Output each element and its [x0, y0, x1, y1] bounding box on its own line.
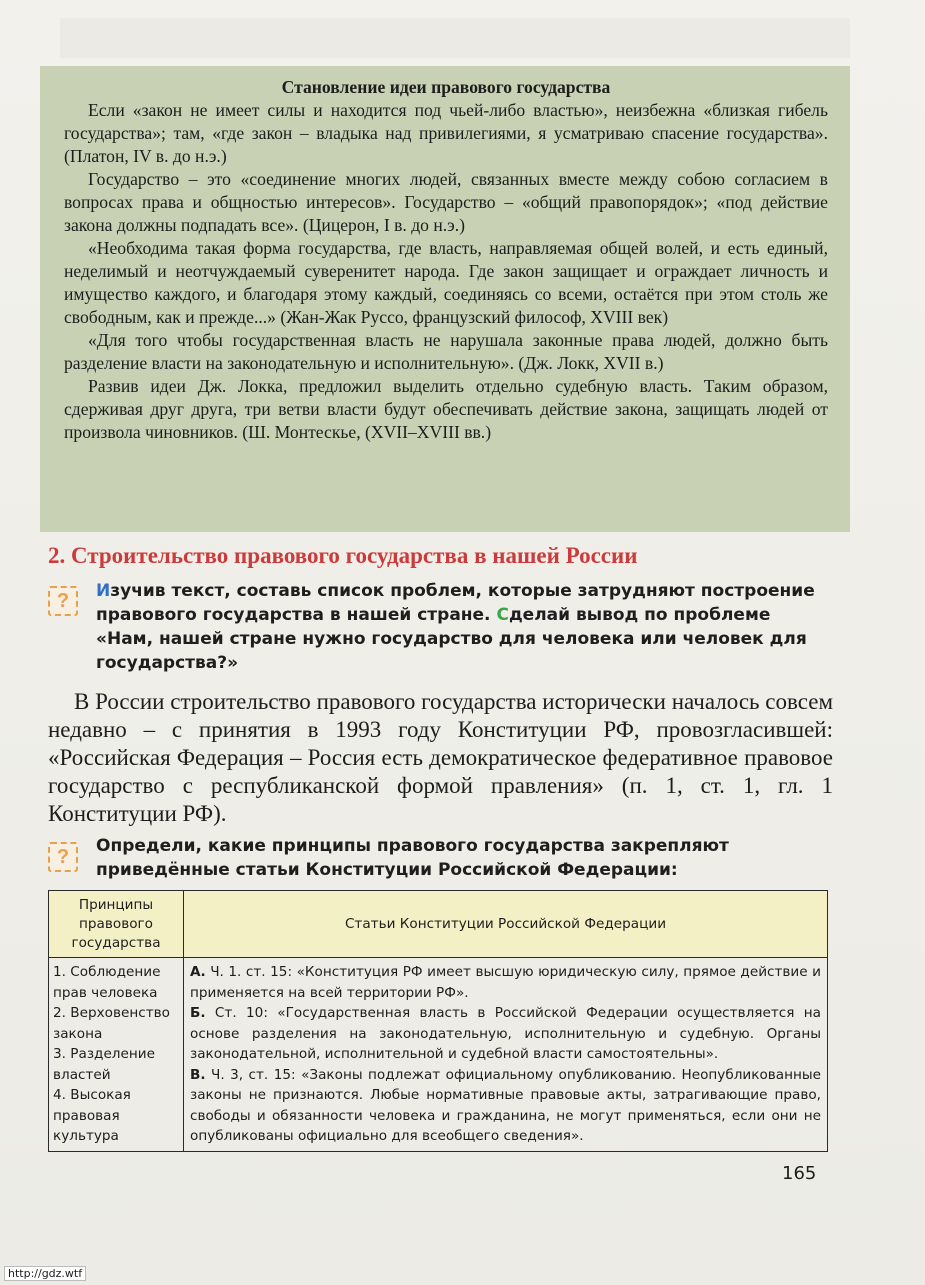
- principles-cell: [49, 958, 184, 1152]
- section-title: 2. Строительство правового государства в нашей России: [48, 543, 638, 568]
- article-item: [190, 962, 821, 1003]
- principle-item: 2. Верховенство закона: [53, 1005, 170, 1042]
- article-label: А.: [190, 964, 206, 980]
- table-row: [49, 958, 828, 1152]
- bleed-through-strip: [60, 18, 850, 58]
- box-paragraph-rousseau: «Необходима такая форма государства, где власть, направляемая общей волей, и есть единый, неделимый и неотчуждаемый суверенитет народа. Где закон защищает и ограждает личность и имущество каждого, и благодаря этому каждый, соединяясь со всеми, остаётся при этом столь же свободным, как и прежде...» (Жан-Жак Руссо, французский философ, XVIII век): [64, 238, 828, 327]
- watermark-link[interactable]: http://gdz.wtf: [4, 1266, 86, 1281]
- articles-cell: [184, 958, 828, 1152]
- task-2: Определи, какие принципы правового государства закрепляют приведённые статьи Конституции Российской Федерации:: [96, 836, 729, 880]
- task-1: [96, 579, 831, 675]
- question-icon: ?: [48, 586, 78, 616]
- main-paragraph: В России строительство правового государства исторически началось совсем недавно – с принятия в 1993 году Конституции РФ, провозгласившей: «Российская Федерация – Россия есть демократическое федеративное правовое государство с республиканской формой правления» (п. 1, ст. 1, гл. 1 Конституции РФ).: [48, 689, 833, 826]
- header-articles: Статьи Конституции Российской Федерации: [184, 891, 828, 958]
- quotes-box: [40, 66, 850, 532]
- box-title: Становление идеи правового государства: [281, 77, 611, 97]
- question-icon: ?: [48, 842, 78, 872]
- principles-table: [48, 890, 828, 1152]
- principle-item: 4. Высокая правовая культура: [53, 1087, 131, 1144]
- article-text: Ч. 3, ст. 15: «Законы подлежат официальному опубликованию. Неопубликованные законы не признаются. Любые нормативные правовые акты, затрагивающие право, свободы и обязанности человека и гражданина, не могут применяться, если они не опубликованы официально для всеобщего сведения».: [190, 1066, 821, 1144]
- task-1-initial-2: С: [496, 605, 509, 625]
- article-text: Ч. 1. ст. 15: «Конституция РФ имеет высшую юридическую силу, прямое действие и применяется на всей территории РФ».: [190, 964, 821, 1001]
- page-number: 165: [782, 1163, 817, 1184]
- article-item: [190, 1003, 821, 1065]
- article-label: Б.: [190, 1005, 206, 1021]
- table-header-row: [49, 891, 828, 958]
- article-label: В.: [190, 1066, 206, 1083]
- article-text: Ст. 10: «Государственная власть в Российской Федерации осуществляется на основе разделения на законодательную, исполнительную и судебную. Органы законодательной, исполнительной и судебной власти самостоятельны».: [190, 1005, 821, 1062]
- box-paragraph-cicero: Государство – это «соединение многих людей, связанных вместе между собою согласием в вопросах права и общностью интересов». Государство – «общий правопорядок»; «под действие закона должны подпадать все». (Цицерон, I в. до н.э.): [64, 169, 828, 235]
- task-1-initial: И: [96, 581, 111, 601]
- box-paragraph-locke: «Для того чтобы государственная власть не нарушала законные права людей, должно быть разделение власти на законодательную и исполнительную». (Дж. Локк, XVII в.): [64, 330, 828, 373]
- task-1-text-a: зучив текст, составь список проблем, которые затрудняют построение правового государства в нашей стране.: [96, 581, 815, 625]
- box-paragraph-montesquieu: Развив идеи Дж. Локка, предложил выделить отдельно судебную власть. Таким образом, сдерживая друг друга, три ветви власти будут обеспечивать действие закона, защищать людей от произвола чиновников. (Ш. Монтескье, (XVII–XVIII вв.): [64, 376, 828, 442]
- header-principles: Принципы правового государства: [49, 891, 184, 958]
- task-1-text-b: делай вывод по проблеме «Нам, нашей стране нужно государство для человека или человек для государства?»: [96, 605, 807, 673]
- box-paragraph-plato: Если «закон не имеет силы и находится под чьей-либо властью», неизбежна «близкая гибель государства»; там, «где закон – владыка над привилегиями, я усматриваю спасение государства». (Платон, IV в. до н.э.): [64, 100, 828, 166]
- article-item: [190, 1065, 821, 1147]
- principle-item: 1. Соблюдение прав человека: [53, 964, 161, 1001]
- principle-item: 3. Разделение властей: [53, 1046, 155, 1083]
